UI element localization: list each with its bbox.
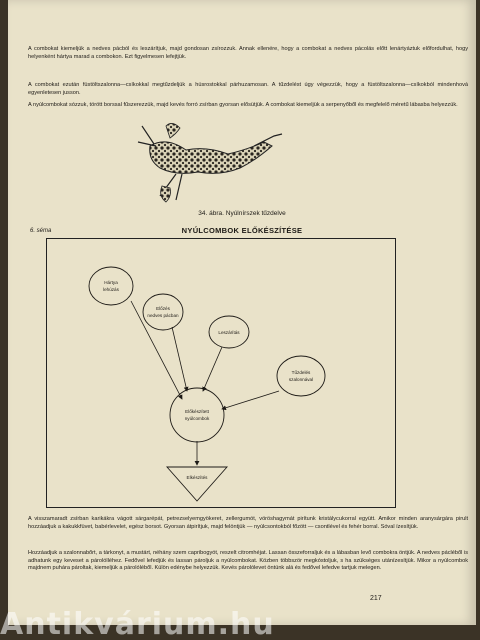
- node-label: nyúlcombok: [184, 416, 210, 421]
- node-label: szalonnával: [288, 377, 314, 382]
- page-number: 217: [370, 595, 382, 602]
- watermark: Antikvárium.hu: [0, 610, 275, 640]
- flow-diagram: [46, 238, 396, 508]
- paragraph: A combokat kiemeljük a nedves pácból és leszárítjuk, majd gondosan zsírozzuk. Annak ellenére, hogy a combokat a nedves pácolás előtt lenártyáztuk előfordulhat, hogy helyenként hártya marad a combokon. Ezt figyelmesen lefejtjük.: [28, 46, 468, 60]
- node-elkeszites: [167, 467, 227, 501]
- arrow: [172, 327, 187, 391]
- node-label: Elkészítés: [186, 475, 208, 480]
- paragraph: A visszamaradt zsírban karikákra vágott sárgarépát, petrezselyemgyökeret, zellergumót, vöröshagymát pirítunk kristálycukorral együtt. Amikor minden aranysárgára pirult hozzáadjuk a kakukkfüvet, babérlevelet, egész borsot. Gyorsan átpirítjuk, majd felöntjük — nyúlcsontokból főzött — csontlével és fehér borral. Sóval ízesítjük.: [28, 516, 468, 530]
- node-elokeszitett: [170, 388, 224, 442]
- arrow: [222, 391, 279, 409]
- node-elozes: [143, 294, 183, 330]
- rabbit-leg-illustration: [136, 116, 284, 206]
- paragraph: Hozzáadjuk a szalonnabőrt, a tárkonyt, a mustárt, néhány szem capribogyót, reszelt citromhéjat. Lassan összeforraljuk és a lábasban levő combokra öntjük. A nedves pácléből is adhatunk egy keveset a párolólléhez. Fedővel lefedjük és lassan pároljuk a nyúlcombokat. Közben többször megkóstoljuk, s ha szükséges utánízesítjük. Mikor a nyúlcombok majdnem puhára pároltak, kiemeljük a párolóléből. Külön edénybe helyezzük. Kevés párolólevet öntünk alá és fedővel lefedve tartjuk melegen.: [28, 550, 468, 572]
- book-page: [8, 0, 476, 625]
- node-label: Leszárítás: [218, 330, 240, 335]
- node-tuzdeles: [277, 356, 325, 396]
- node-hartya: [89, 267, 133, 305]
- paragraph: A nyúlcombokat sózzuk, törött borssal fűszerezzük, majd kevés forró zsírban gyorsan elősütjük. A combokat kiemeljük a serpenyőből és megfelelő méretű lábasba helyezzük.: [28, 102, 458, 108]
- node-label: Előkészített: [185, 409, 209, 414]
- node-label: nedves pácban: [147, 313, 179, 318]
- paragraph: A combokat ezután füstöltszalonna—csíkokkal megtűzdeljük a húsrostokkal párhuzamosan. A tűzdelést úgy végezzük, hogy a füstöltszalonna—csíkokból mindenhová egyenletesen jusson.: [28, 82, 468, 96]
- diagram-svg: [47, 239, 395, 507]
- arrow: [203, 347, 222, 391]
- node-label: lehúzás: [103, 287, 119, 292]
- figure-caption: 34. ábra. Nyúlnírszek tűzdelve: [198, 210, 286, 217]
- diagram-title: NYÚLCOMBOK ELŐKÉSZÍTÉSE: [181, 226, 303, 235]
- node-label: Hártya: [104, 280, 118, 285]
- node-label: Tűzdelés: [291, 370, 311, 375]
- node-label: Előzés: [156, 306, 170, 311]
- schema-label: 6. séma: [30, 228, 52, 234]
